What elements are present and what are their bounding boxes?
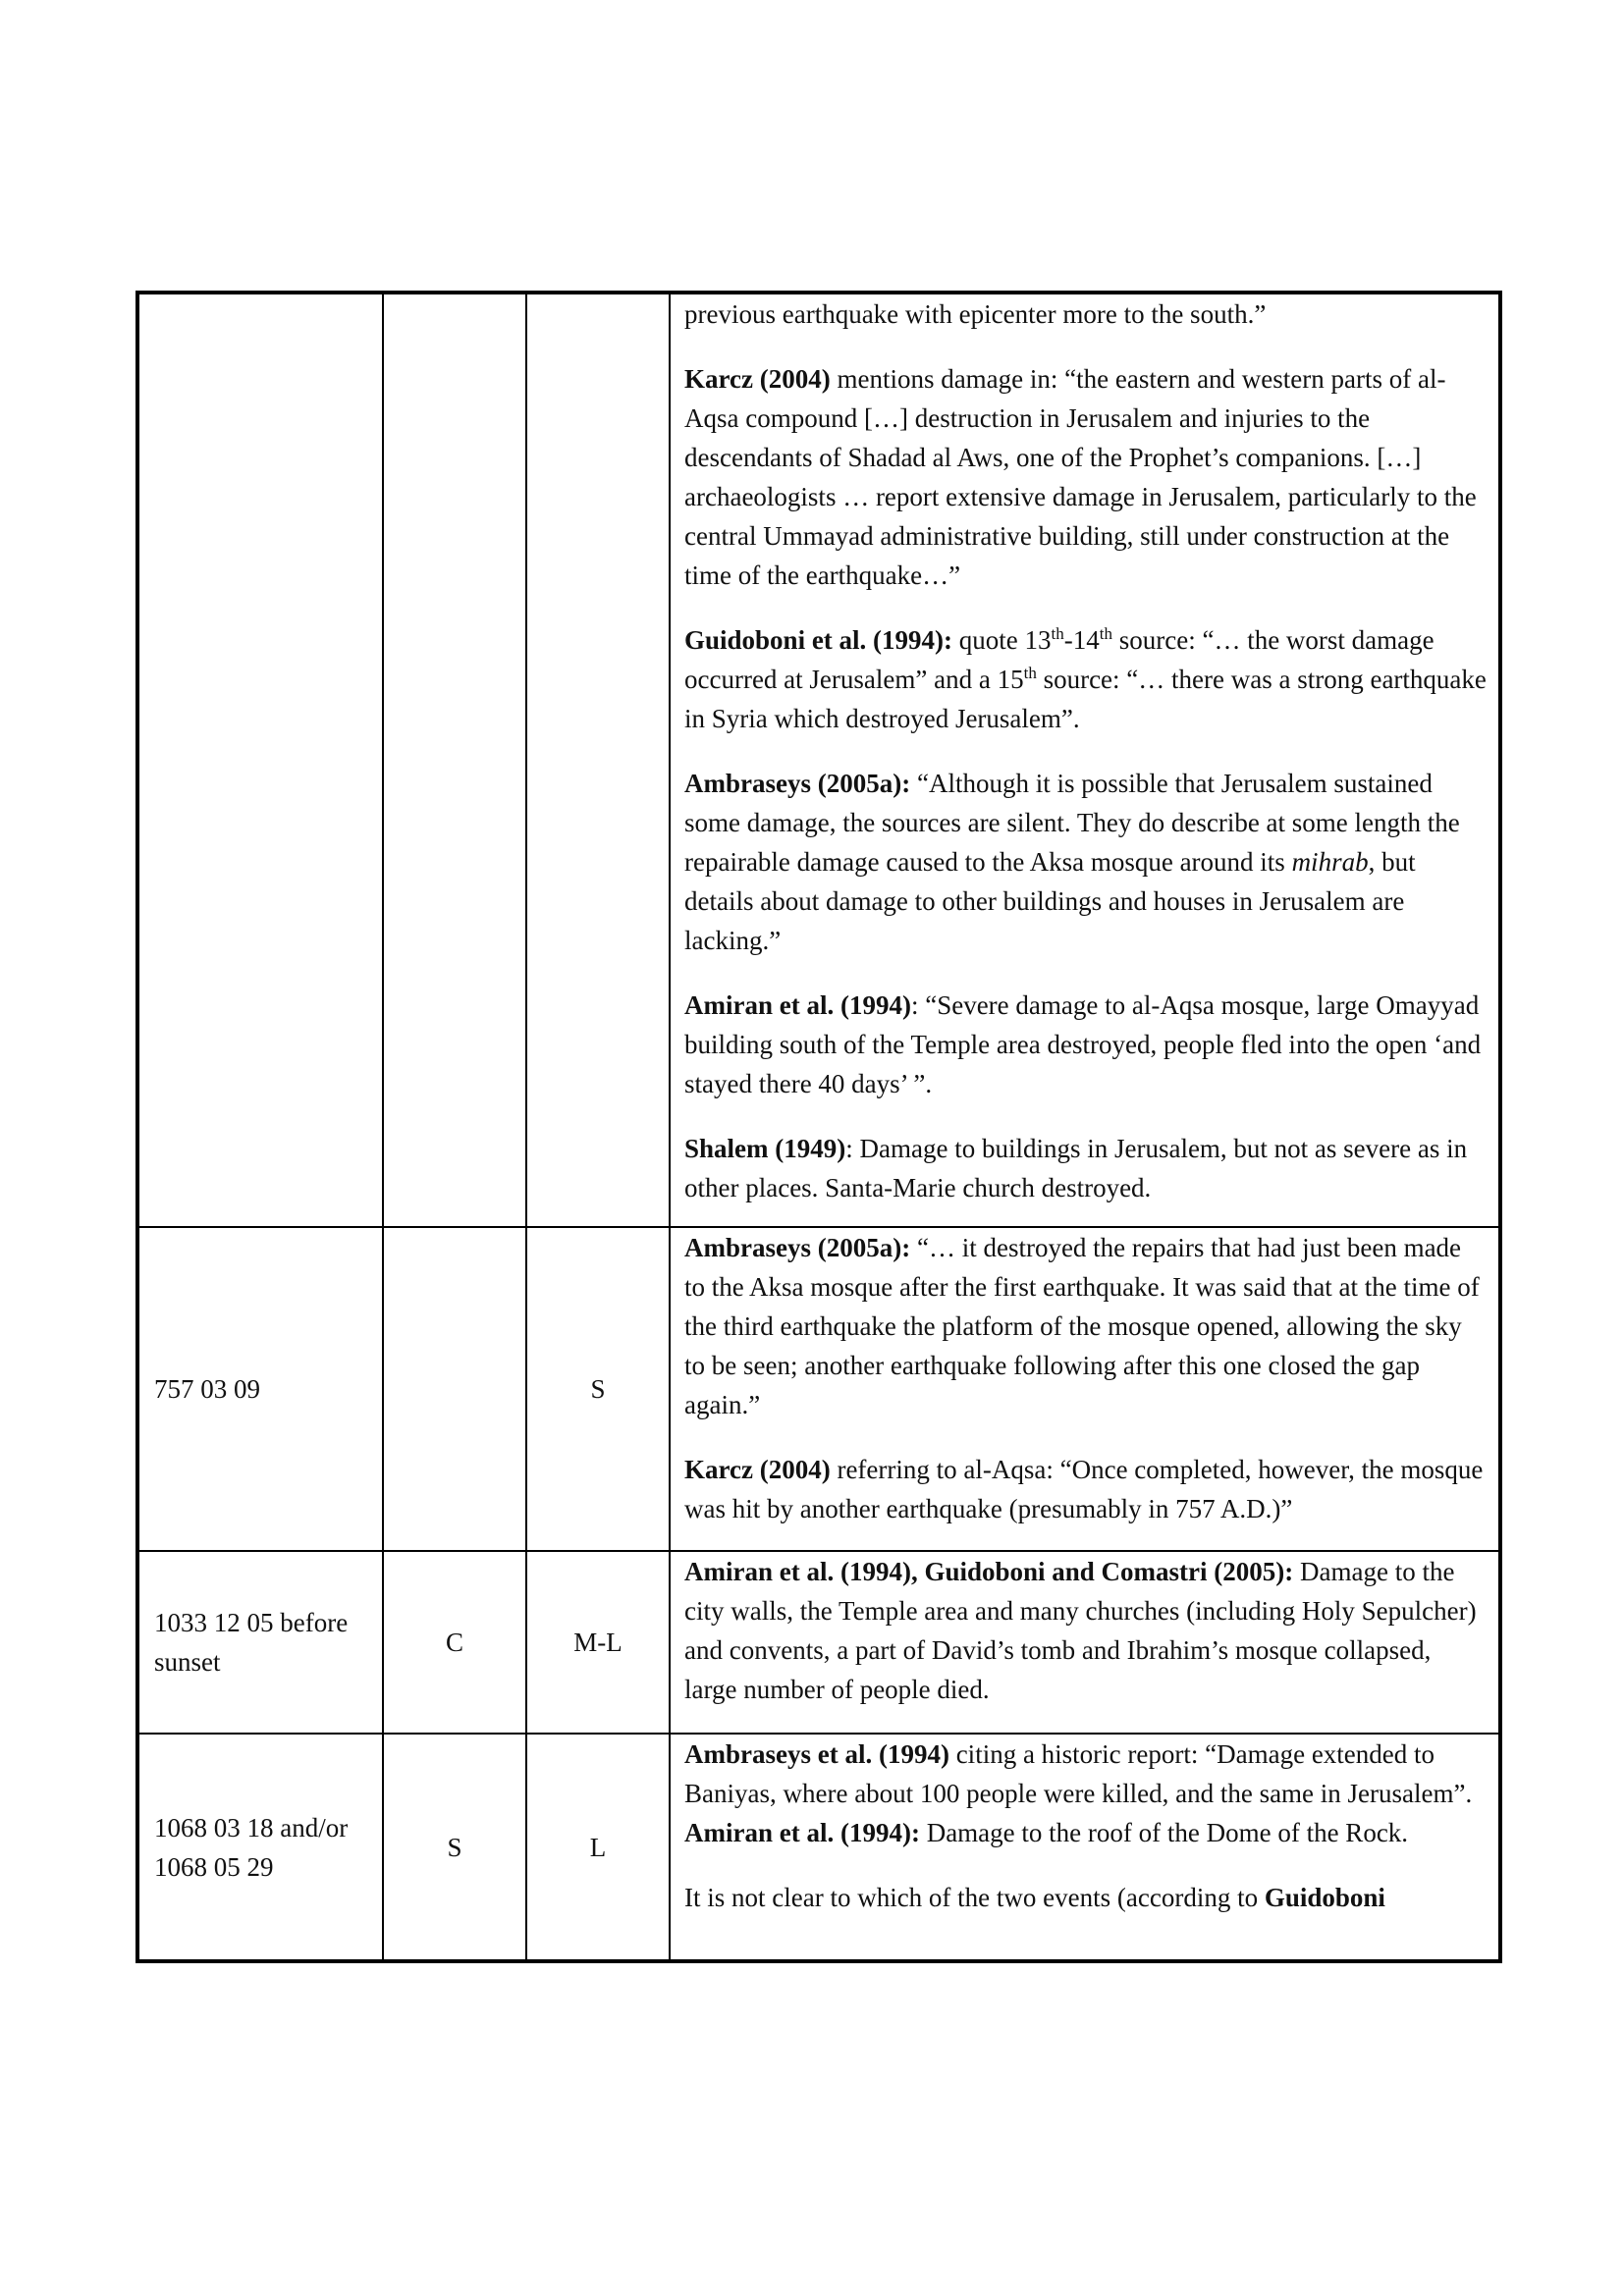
citation: Shalem (1949) <box>684 1134 846 1163</box>
citation: Karcz (2004) <box>684 1455 831 1484</box>
intensity-cell <box>526 293 670 1227</box>
paragraph: Guidoboni et al. (1994): quote 13th-14th source: “… the worst damage occurred at Jerusalem” and a 15th source: “… there was a strong earthquake in Syria which destroyed Jerusalem”. <box>684 624 1487 733</box>
intensity-cell: S <box>526 1227 670 1551</box>
description-cell <box>670 1551 1500 1734</box>
paragraph: Ambraseys (2005a): “Although it is possible that Jerusalem sustained some damage, the sources are silent. They do describe at some length the repairable damage caused to the Aksa mosque around its mihrab, but details about damage to other buildings and houses in Jerusalem are lacking.” <box>684 769 1460 955</box>
description-cell <box>670 293 1500 1227</box>
paragraph: Amiran et al. (1994): “Severe damage to al-Aqsa mosque, large Omayyad building south of the Temple area destroyed, people fled into the open ‘and stayed there 40 days’ ”. <box>684 990 1482 1098</box>
citation: Ambraseys et al. (1994) <box>684 1739 949 1769</box>
paragraph: Karcz (2004) mentions damage in: “the eastern and western parts of al-Aqsa compound […] destruction in Jerusalem and injuries to the descendants of Shadad al Aws, one of the Prophet’s companions. […] archaeologists … report extensive damage in Jerusalem, particularly to the central Ummayad administrative building, still under construction at the time of the earthquake…” <box>684 364 1477 590</box>
paragraph: Ambraseys et al. (1994) citing a historic report: “Damage extended to Baniyas, where about 100 people were killed, and the same in Jerusalem”. Amiran et al. (1994): Damage to the roof of the Dome of the Rock. <box>684 1739 1473 1847</box>
citation: Amiran et al. (1994): <box>684 1818 920 1847</box>
citation: Guidoboni et al. (1994): <box>684 625 953 655</box>
table-row <box>137 1551 1500 1734</box>
description-cell <box>670 1227 1500 1551</box>
earthquake-table <box>135 291 1502 1963</box>
paragraph: It is not clear to which of the two events (according to Guidoboni <box>684 1883 1385 1912</box>
table-row <box>137 1227 1500 1551</box>
citation: Karcz (2004) <box>684 364 831 394</box>
class-cell <box>383 1227 526 1551</box>
date-cell: 1068 03 18 and/or 1068 05 29 <box>137 1734 383 1961</box>
paragraph: Karcz (2004) referring to al-Aqsa: “Once completed, however, the mosque was hit by another earthquake (presumably in 757 A.D.)” <box>684 1455 1484 1523</box>
citation: Guidoboni <box>1264 1883 1385 1912</box>
description-cell <box>670 1734 1500 1961</box>
date-cell: 1033 12 05 before sunset <box>137 1551 383 1734</box>
table-row <box>137 1734 1500 1961</box>
class-cell: C <box>383 1551 526 1734</box>
paragraph: Amiran et al. (1994), Guidoboni and Comastri (2005): Damage to the city walls, the Temple area and many churches (including Holy Sepulcher) and convents, a part of David’s tomb and Ibrahim’s mosque collapsed, large number of people died. <box>684 1557 1477 1704</box>
paragraph: previous earthquake with epicenter more to the south.” <box>684 299 1267 329</box>
class-cell <box>383 293 526 1227</box>
date-cell: 757 03 09 <box>137 1227 383 1551</box>
intensity-cell: M-L <box>526 1551 670 1734</box>
citation: Ambraseys (2005a): <box>684 1233 911 1262</box>
intensity-cell: L <box>526 1734 670 1961</box>
paragraph: Ambraseys (2005a): “… it destroyed the repairs that had just been made to the Aksa mosque after the first earthquake. It was said that at the time of the third earthquake the platform of the mosque opened, allowing the sky to be seen; another earthquake following after this one closed the gap again.” <box>684 1233 1480 1419</box>
table-row <box>137 293 1500 1227</box>
citation: Ambraseys (2005a): <box>684 769 911 798</box>
paragraph: Shalem (1949): Damage to buildings in Jerusalem, but not as severe as in other places. Santa-Marie church destroyed. <box>684 1134 1468 1202</box>
date-cell <box>137 293 383 1227</box>
class-cell: S <box>383 1734 526 1961</box>
citation: Amiran et al. (1994), Guidoboni and Comastri (2005): <box>684 1557 1294 1586</box>
citation: Amiran et al. (1994) <box>684 990 911 1020</box>
